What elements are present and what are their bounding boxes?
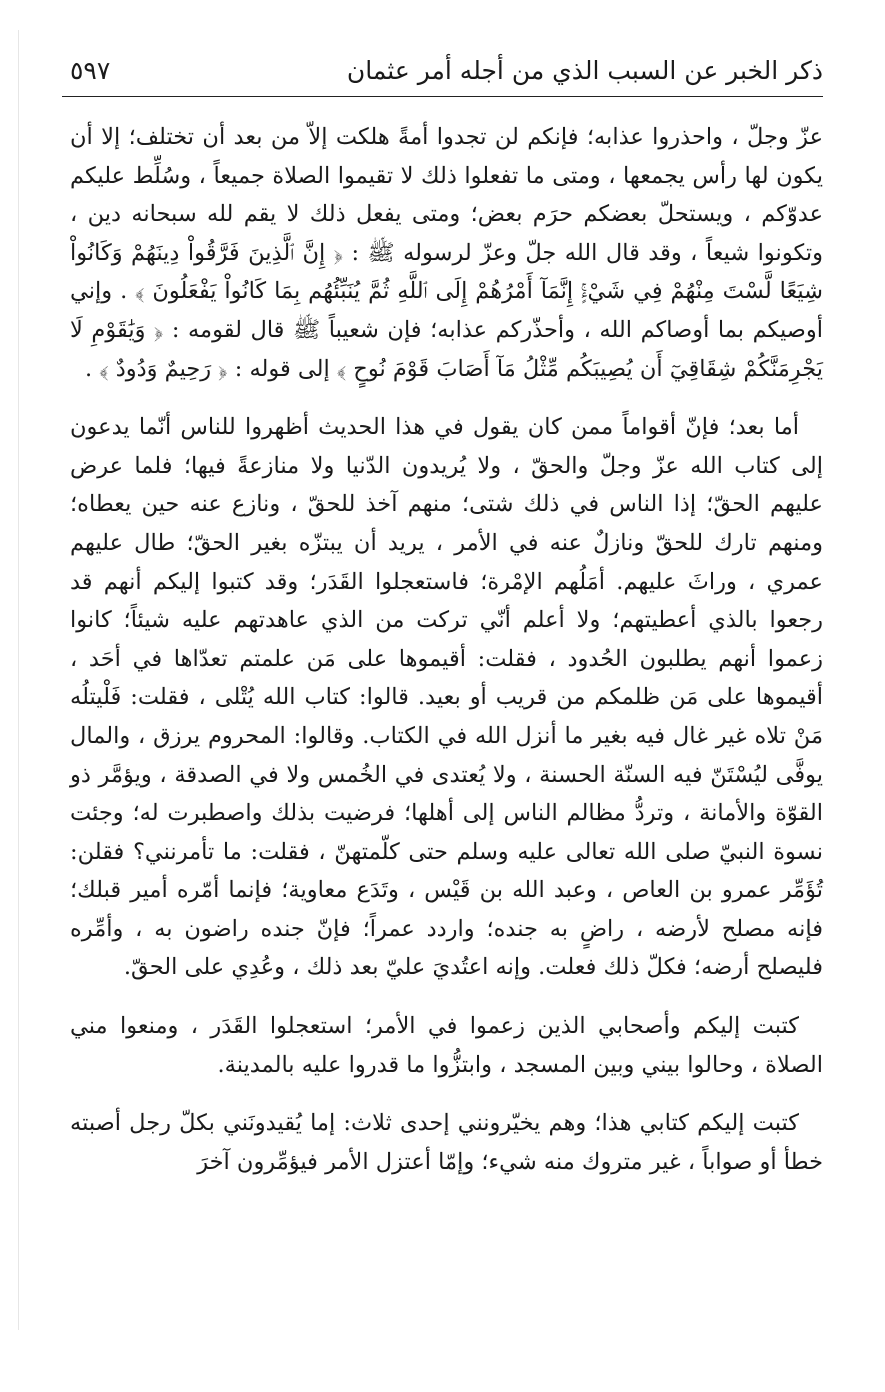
body-text — [70, 118, 823, 1181]
page-header — [62, 50, 823, 100]
paragraph-1: عزّ وجلّ ، واحذروا عذابه؛ فإنكم لن تجدوا أمةً هلكت إلاّ من بعد أن تختلف؛ إلا أن يكون لها رأس يجمعها ، ومتى ما تفعلوا ذلك لا تقيموا الصلاة جميعاً ، وسُلِّط عليكم عدوّكم ، ويستحلّ بعضكم حرَم بعض؛ ومتى يفعل ذلك لا يقم لله سبحانه دين ، وتكونوا شيعاً ، وقد قال الله جلّ وعزّ لرسوله ﷺ : ﴿ إِنَّ ٱلَّذِينَ فَرَّقُواْ دِينَهُمْ وَكَانُواْ شِيَعًا لَّسْتَ مِنْهُمْ فِي شَيْءٍۚ إِنَّمَآ أَمْرُهُمْ إِلَى ٱللَّهِ ثُمَّ يُنَبِّئُهُم بِمَا كَانُواْ يَفْعَلُونَ ﴾ . وإني أوصيكم بما أوصاكم الله ، وأحذّركم عذابه؛ فإن شعيباً ﷺ قال لقومه : ﴿ وَيَٰقَوْمِ لَا يَجْرِمَنَّكُمْ شِقَاقِيٓ أَن يُصِيبَكُم مِّثْلُ مَآ أَصَابَ قَوْمَ نُوحٍ ﴾ إلى قوله : ﴿ رَحِيمٌ وَدُودٌ ﴾ . — [70, 124, 823, 382]
paragraph-3: كتبت إليكم وأصحابي الذين زعموا في الأمر؛ استعجلوا القَدَر ، ومنعوا مني الصلاة ، وحالوا بيني وبين المسجد ، وابتزُّوا ما قدروا عليه بالمدينة. — [70, 1013, 823, 1078]
scan-edge-line — [18, 30, 19, 1330]
paragraph-4: كتبت إليكم كتابي هذا؛ وهم يخيّرونني إحدى ثلاث: إما يُقيدونَني بكلّ رجل أصبته خطأ أو صواباً ، غير متروك منه شيء؛ وإمّا أعتزل الأمر فيؤمِّرون آخرَ — [70, 1110, 823, 1175]
running-title: ذكر الخبر عن السبب الذي من أجله أمر عثمان — [346, 56, 823, 85]
page-number: ٥٩٧ — [70, 56, 111, 85]
paragraph-2: أما بعد؛ فإنّ أقواماً ممن كان يقول في هذا الحديث أظهروا للناس أنّما يدعون إلى كتاب الله عزّ وجلّ والحقّ ، ولا يُريدون الدّنيا ولا منازعةً فيها؛ فلما عرض عليهم الحقّ؛ إذا الناس في ذلك شتى؛ منهم آخذ للحقّ ، ونازع عنه حين يعطاه؛ ومنهم تارك للحقّ ونازلٌ عنه في الأمر ، يريد أن يبتزّه بغير الحقّ؛ طال عليهم عمري ، وراثَ عليهم. أمَلُهم الإمْرة؛ فاستعجلوا القَدَر؛ وقد كتبوا إليكم أنهم قد رجعوا بالذي أعطيتهم؛ ولا أعلم أنّي تركت من الذي عاهدتهم عليه شيئاً؛ كانوا زعموا أنهم يطلبون الحُدود ، فقلت: أقيموها على مَن علمتم تعدّاها في أحَد ، أقيموها على مَن ظلمكم من قريب أو بعيد. قالوا: كتاب الله يُتْلى ، فقلت: فَلْيتلُه مَنْ تلاه غير غال فيه بغير ما أنزل الله في الكتاب. وقالوا: المحروم يرزق ، والمال يوفَّى ليُسْتَنّ فيه السنّة الحسنة ، ولا يُعتدى في الخُمس ولا في الصدقة ، ويؤمَّر ذو القوّة والأمانة ، وتردُّ مظالم الناس إلى أهلها؛ فرضيت بذلك واصطبرت له؛ وجئت نسوة النبيّ صلى الله تعالى عليه وسلم حتى كلّمتهنّ ، فقلت: ما تأمرنني؟ فقلن: تُؤَمِّر عمرو بن العاص ، وعبد الله بن قَيْس ، وتَدَع معاوية؛ فإنما أمّره أمير قبلك؛ فإنه مصلح لأرضه ، راضٍ به جنده؛ واردد عمراً؛ فإنّ جنده راضون به ، وأمِّره فليصلح أرضه؛ فكلّ ذلك فعلت. وإنه اعتُديَ عليّ بعد ذلك ، وعُدِي على الحقّ. — [70, 414, 823, 981]
header-rule — [62, 96, 823, 97]
